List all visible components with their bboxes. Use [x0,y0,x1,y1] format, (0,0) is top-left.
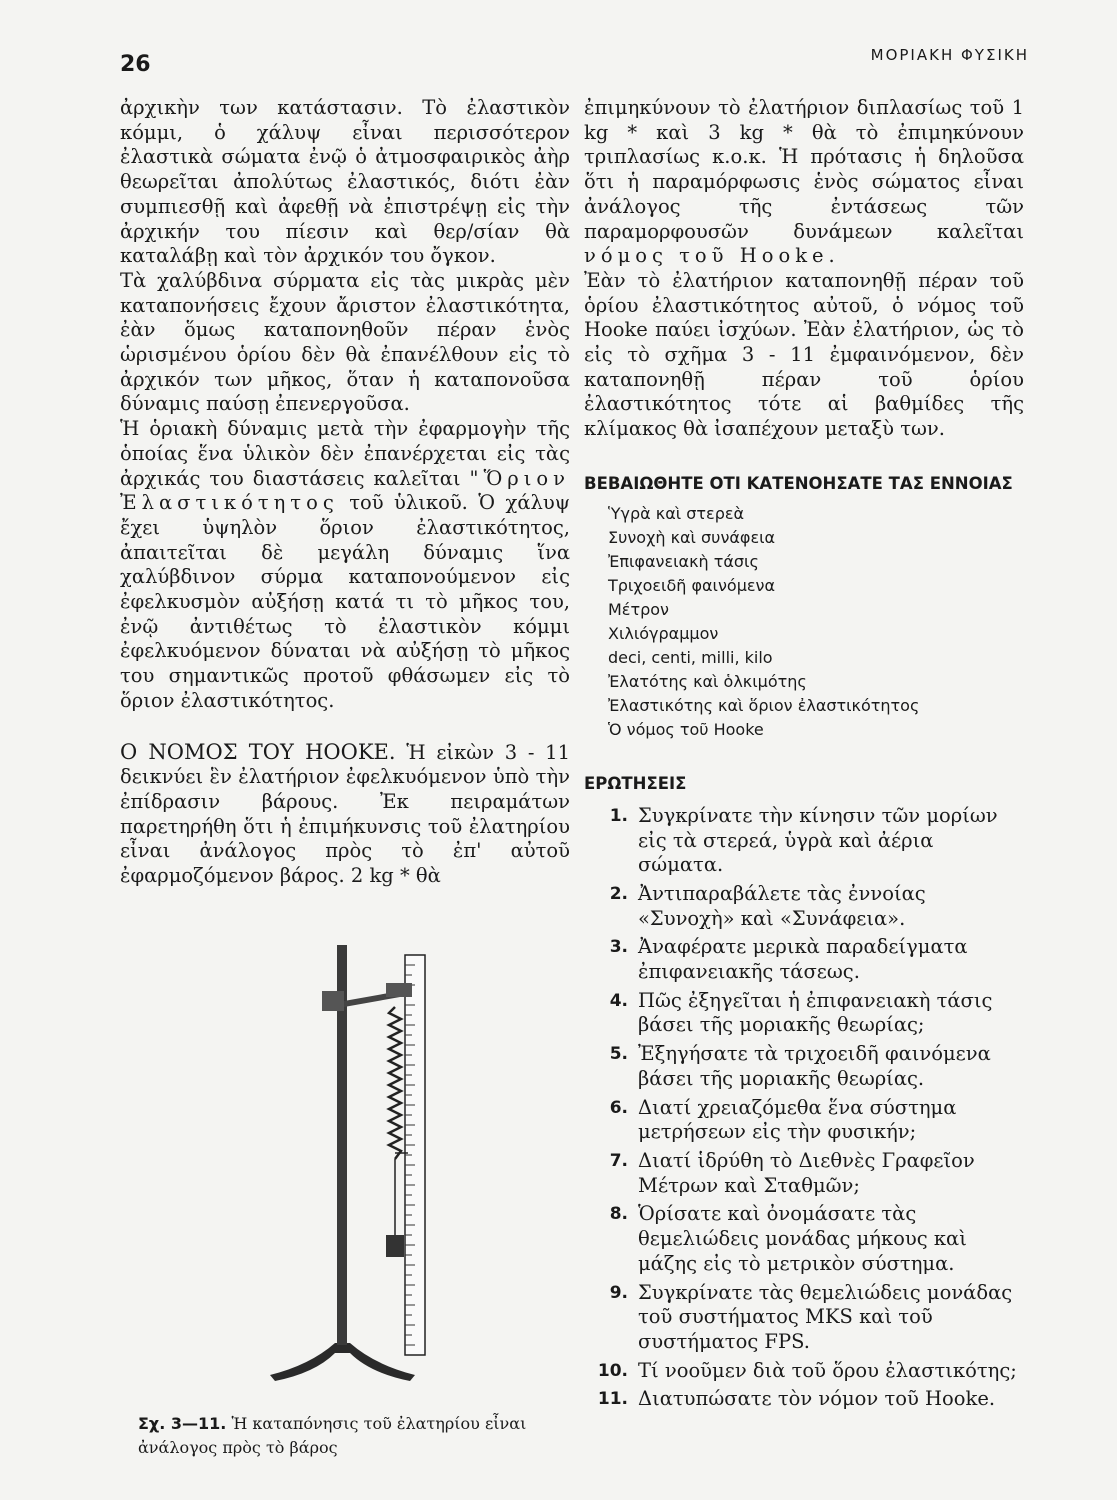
spring-stand-figure [250,935,470,1395]
question-number: 6. [609,1097,628,1118]
hooke-law-term: νόμος τοῦ Hooke. [584,244,840,268]
section-title-hooke: Ο ΝΟΜΟΣ ΤΟΥ HOOKE. [120,739,396,764]
question-item [584,1096,1024,1145]
question-item [584,804,1024,878]
question-number: 10. [597,1360,628,1381]
paragraph-hooke-law [120,740,570,889]
question-text: Ἐξηγήσατε τὰ τριχοειδῆ φαινόμενα βάσει τῆς μοριακῆς θεωρίας. [638,1042,991,1090]
paragraph-elasticity-intro: ἀρχικὴν των κατάστασιν. Τὸ ἐλαστικὸν κόμμι, ὁ χάλυψ εἶναι περισσότερον ἐλαστικὰ σώματα ἐνῷ ὁ ἀτμοσφαιρικὸς ἀὴρ θεωρεῖται ἀπολύτως ἐλαστικός, διότι ἐὰν συμπιεσθῇ καὶ ἀφεθῇ νὰ ἐπιστρέψῃ εἰς τὴν ἀρχικήν του πίεσιν καὶ θερ/σίαν θὰ καταλάβῃ καὶ τὸν ἀρχικόν του ὄγκον. [120,96,570,268]
stand-base [270,1343,415,1381]
weight [386,1235,404,1257]
concept-item: deci, centi, milli, kilo [608,647,773,667]
question-text: Τί νοοῦμεν διὰ τοῦ ὅρου ἐλαστικότης; [638,1358,1017,1382]
question-text: Ὁρίσατε καὶ ὀνομάσατε τὰς θεμελιώδεις μονάδας μήκους καὶ μάζης εἰς τὸ μετρικὸν σύστημα. [638,1202,967,1275]
running-title: ΜΟΡΙΑΚΗ ΦΥΣΙΚΗ [870,46,1029,64]
concept-item: Συνοχὴ καὶ συνάφεια [608,527,776,547]
question-number: 9. [609,1282,628,1303]
question-item [584,1149,1024,1198]
hooke-law-text: Ἡ εἰκὼν 3 - 11 δεικνύει ἓν ἐλατήριον ἐφελκυόμενον ὑπὸ τὴν ἐπίδρασιν βάρους. Ἐκ πειραμάτων παρετηρήθη ὅτι ἡ ἐπιμήκυνσις τοῦ ἐλατηρίου εἶναι ἀνάλογος πρὸς τὸ ἐπ' αὐτοῦ ἐφαρμοζόμενον βάρος. 2 kg * θὰ [120,740,570,888]
left-column [120,96,570,889]
concepts-list [608,502,1024,742]
elastic-limit-text-b: τοῦ ὑλικοῦ. Ὁ χάλυψ ἔχει ὑψηλὸν ὅριον ἐλαστικότητος, ἀπαιτεῖται δὲ μεγάλη δύναμις ἵνα χαλύβδινον σύρμα καταπονούμενον εἰς ἐφελκυσμὸν αὐξήσῃ κατά τι τὸ μῆκος του, ἐνῷ ἀντιθέτως τὸ ἐλαστικὸν κόμμι ἐφελκυόμενον δύναται νὰ αὐξήσῃ τὸ μῆκος του σημαντικῶς προτοῦ φθάσωμεν εἰς τὸ ὅριον ἐλαστικότητος. [120,491,570,712]
question-item [584,1387,1024,1412]
spring [389,1007,401,1159]
question-item [584,935,1024,984]
elastic-limit-text-a: Ἡ ὁριακὴ δύναμις μετὰ τὴν ἐφαρμογὴν τῆς ὁποίας ἕνα ὑλικὸν δὲν ἐπανέρχεται εἰς τὰς ἀρχικάς του διαστάσεις καλεῖται [120,417,570,490]
question-text: Διατυπώσατε τὸν νόμον τοῦ Hooke. [638,1387,996,1411]
paragraph-elastic-limit [120,417,570,713]
concept-item: Ὑγρὰ καὶ στερεὰ [608,503,745,523]
paragraph-hooke-continued [584,96,1024,269]
question-item [584,1281,1024,1355]
question-number: 2. [609,883,628,904]
question-text: Διατί ἱδρύθη τὸ Διεθνὲς Γραφεῖον Μέτρων καὶ Σταθμῶν; [638,1148,975,1197]
question-item [584,1202,1024,1276]
hooke-continued-text: ἐπιμηκύνουν τὸ ἐλατήριον διπλασίως τοῦ 1 kg * καὶ 3 kg * θὰ τὸ ἐπιμηκύνουν τριπλασίως κ.ο.κ. Ἡ πρότασις ἡ δηλοῦσα ὅτι ἡ παραμόρφωσις ἑνὸς σώματος εἶναι ἀνάλογος τῆς ἐντάσεως τῶν παραμορφουσῶν δυνάμεων καλεῖται [584,96,1024,243]
concept-item: Ἐλατότης καὶ ὁλκιμότης [608,671,807,691]
questions-list [584,804,1024,1412]
concept-item: Ἐπιφανειακὴ τάσις [608,551,759,571]
concept-item: Τριχοειδῆ φαινόμενα [608,575,776,595]
question-text: Ἀναφέρατε μερικὰ παραδείγματα ἐπιφανειακῆς τάσεως. [638,935,968,984]
question-number: 5. [609,1044,628,1065]
question-item [584,989,1024,1038]
caption-label: Σχ. 3—11. [138,1414,227,1433]
question-text: Συγκρίνατε τὰς θεμελιώδεις μονάδας τοῦ συστήματος MKS καὶ τοῦ συστήματος FPS. [638,1280,1013,1353]
concept-item: Μέτρον [608,599,669,619]
figure-caption [138,1412,578,1460]
question-item [584,882,1024,931]
questions-heading: ΕΡΩΤΗΣΕΙΣ [584,773,687,793]
clamp [322,991,344,1011]
question-text: Ἀντιπαραβάλετε τὰς ἐννοίας «Συνοχὴ» καὶ «Συνάφεια». [638,881,926,930]
scale-clamp [386,983,412,997]
question-item [584,1359,1024,1384]
question-number: 8. [609,1204,628,1225]
elastic-limit-term: "Ὅριον Ἐλαστικότητος [120,466,570,515]
concepts-heading: ΒΕΒΑΙΩΘΗΤΕ ΟΤΙ ΚΑΤΕΝΟΗΣΑΤΕ ΤΑΣ ΕΝΝΟΙΑΣ [584,473,1013,493]
concept-item: Χιλιόγραμμον [608,623,719,643]
question-number: 1. [609,805,628,826]
paragraph-elastic-limit-exceeded: Ἐὰν τὸ ἐλατήριον καταπονηθῇ πέραν τοῦ ὁρίου ἐλαστικότητος αὐτοῦ, ὁ νόμος τοῦ Hooke παύει ἰσχύων. Ἐὰν ἐλατήριον, ὡς τὸ εἰς τὸ σχῆμα 3 - 11 ἐμφαινόμενον, δὲν καταπονηθῇ πέραν τοῦ ὁρίου ἐλαστικότητος τότε αἱ βαθμίδες τῆς κλίμακος θὰ ἰσαπέχουν μεταξὺ των. [584,268,1024,441]
question-number: 11. [597,1389,628,1410]
page-number: 26 [120,52,151,77]
concept-item: Ὁ νόμος τοῦ Hooke [608,719,764,739]
question-number: 7. [609,1150,628,1171]
question-item [584,1042,1024,1091]
right-column [584,96,1024,1416]
question-text: Πῶς ἐξηγεῖται ἡ ἐπιφανειακὴ τάσις βάσει τῆς μοριακῆς θεωρίας; [638,988,993,1037]
question-text: Διατί χρειαζόμεθα ἕνα σύστημα μετρήσεων εἰς τὴν φυσικήν; [638,1095,957,1144]
question-number: 3. [609,937,628,958]
paragraph-steel-wires: Τὰ χαλύβδινα σύρματα εἰς τὰς μικρὰς μὲν καταπονήσεις ἔχουν ἄριστον ἐλαστικότητα, ἐὰν ὅμως καταπονηθοῦν πέραν ἑνὸς ὡρισμένου ὁρίου δὲν θὰ ἐπανέλθουν εἰς τὸ ἀρχικόν των μῆκος, ὅταν ἡ καταπονοῦσα δύναμις παύσῃ ἐπενεργοῦσα. [120,268,570,416]
question-number: 4. [609,990,628,1011]
question-text: Συγκρίνατε τὴν κίνησιν τῶν μορίων εἰς τὰ στερεά, ὑγρὰ καὶ ἀέρια σώματα. [638,803,998,877]
concept-item: Ἐλαστικότης καὶ ὅριον ἐλαστικότητος [608,695,920,715]
caption-text: Ἡ καταπόνησις τοῦ ἐλατηρίου εἶναι ἀνάλογος πρὸς τὸ βάρος [138,1414,527,1457]
